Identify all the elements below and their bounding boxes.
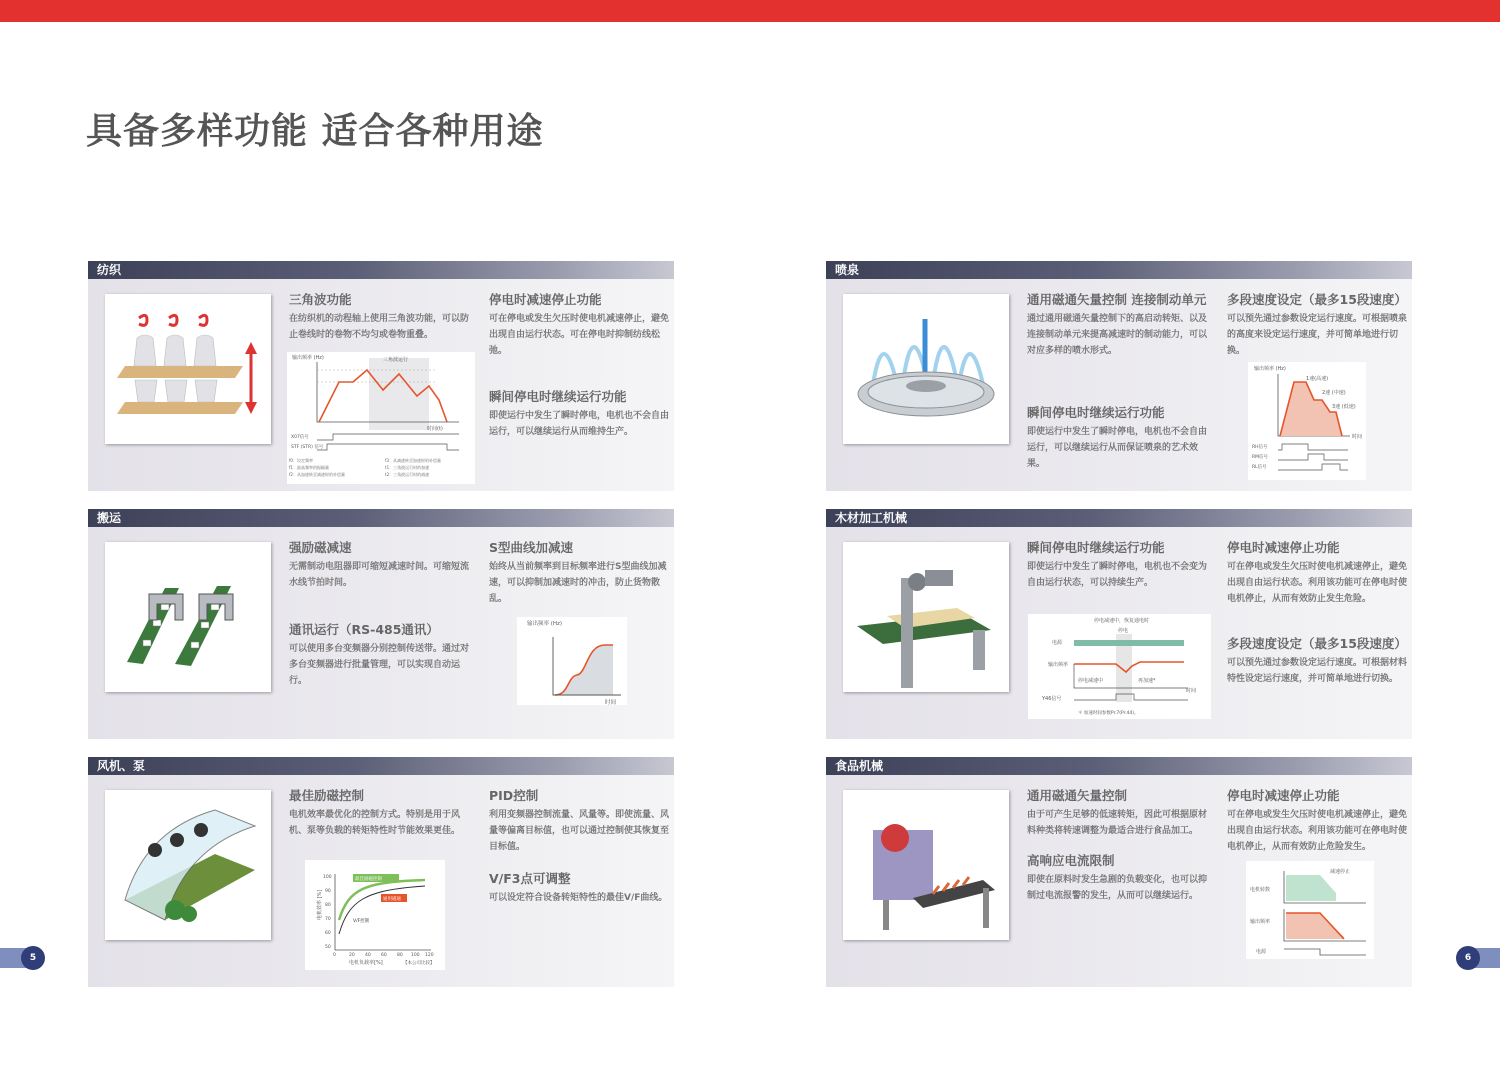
svg-text:RL信号: RL信号 [1252,465,1267,470]
svg-text:100: 100 [323,875,332,880]
svg-text:70: 70 [325,917,331,922]
page-title: 具备多样功能 适合各种用途 [86,111,544,152]
feature-power-failure-stop: 停电时减速停止功能 可在停电或发生欠压时使电机减速停止，避免出现自由运行状态。利用该功能可在停电时使电机停止，从而有效防止危险发生。 [1227,788,1408,852]
panel-fountain [826,261,1412,491]
feature-strong-excitation: 强励磁减速 无需制动电阻器即可缩短减速时间。可缩短流水线节拍时间。 [289,540,470,588]
multi-speed-diagram [1248,362,1366,480]
svg-text:再加速*: 再加速* [1138,678,1156,684]
feature-rs485: 通讯运行（RS-485通讯） 可以使用多台变频器分别控制传送带。通过对多台变频器进行批量管理，可以实现自动运行。 [289,622,470,686]
conveyor-image [105,542,271,692]
panel-textile [88,261,674,491]
svg-text:t2：三角波运行时的减速: t2：三角波运行时的减速 [385,472,430,477]
svg-text:20: 20 [349,953,355,958]
panel-header: 木材加工机械 [826,509,1412,527]
page-number-left: 5 [21,946,45,970]
svg-text:3速 (低速): 3速 (低速) [1332,404,1356,410]
svg-text:停电减速中: 停电减速中 [1078,678,1104,684]
feature-vf3: V/F3点可调整 可以设定符合设备转矩特性的最佳V/F曲线。 [489,871,668,903]
svg-text:电机负载率[%]: 电机负载率[%] [349,960,383,966]
svg-text:电源: 电源 [1256,949,1267,955]
svg-text:f3：从减速转至加速时的补偿量: f3：从减速转至加速时的补偿量 [385,458,441,463]
svg-text:RH信号: RH信号 [1252,445,1268,450]
power-failure-diagram [1028,614,1211,719]
feature-power-failure-stop: 停电时减速停止功能 可在停电或发生欠压时使电机减速停止，避免出现自由运行状态。利用该功能可在停电时使电机停止，从而有效防止发生危险。 [1227,540,1408,604]
freq-label: 输出频率 (Hz) [292,355,324,361]
svg-text:RM信号: RM信号 [1252,455,1269,460]
svg-text:＊ 加速时间参数Pr.7(Pr.44)。: ＊ 加速时间参数Pr.7(Pr.44)。 [1078,711,1139,716]
page-number-right: 6 [1456,946,1480,970]
svg-text:时间: 时间 [1352,434,1363,440]
feature-s-curve: S型曲线加减速 始终从当前频率到目标频率进行S型曲线加减速，可以抑制加减速时的冲击，防止货物散乱。 [489,540,667,604]
decel-stop-diagram [1246,861,1374,959]
feature-triangle-wave: 三角波功能 在纺织机的动程轴上使用三角波功能，可以防止卷线时的卷物不均匀或卷物重叠。 [289,292,470,340]
svg-text:90: 90 [325,889,331,894]
svg-text:40: 40 [365,953,371,958]
svg-text:60: 60 [381,953,387,958]
svg-text:输出频率: 输出频率 [1250,919,1271,925]
svg-text:1速(高速): 1速(高速) [1306,376,1329,382]
s-curve-diagram [517,617,627,705]
svg-text:120: 120 [425,953,434,958]
panel-fan-pump [88,757,674,987]
svg-text:50: 50 [325,945,331,950]
panel-header: 食品机械 [826,757,1412,775]
feature-multi-speed: 多段速度设定（最多15段速度） 可以预先通过参数设定运行速度。可根据喷泉的高度来设定运行速度，并可简单地进行切换。 [1227,292,1408,356]
time-label: 时间(t) [427,426,443,432]
panel-conveyor [88,509,674,739]
panel-header: 风机、泵 [88,757,674,775]
triangle-wave-diagram [287,352,475,484]
svg-text:Y46信号: Y46信号 [1042,696,1062,702]
fountain-image [843,294,1009,444]
svg-text:f1：最高频率的振幅量: f1：最高频率的振幅量 [289,465,329,470]
svg-text:100: 100 [411,953,420,958]
svg-text:通用磁通: 通用磁通 [383,897,401,902]
svg-text:t1：三角波运行时的加速: t1：三角波运行时的加速 [385,465,430,470]
panel-wood [826,509,1412,739]
svg-text:减速停止: 减速停止 [1330,869,1351,875]
feature-instant-power-failure: 瞬间停电时继续运行功能 即使运行中发生了瞬时停电，电机也不会自由运行，可以继续运行从而保证喷泉的艺术效果。 [1027,405,1208,469]
feature-instant-power-failure: 瞬间停电时继续运行功能 即使运行中发生了瞬时停电，电机也不会自由运行，可以继续运行从而维持生产。 [489,389,670,437]
svg-text:电机效率 [%]: 电机效率 [%] [317,889,323,920]
wood-machine-image [843,542,1009,692]
freq-label: 输出频率 (Hz) [1254,366,1286,372]
panel-header: 纺织 [88,261,674,279]
svg-text:0: 0 [333,953,336,958]
feature-vector-control-brake: 通用磁通矢量控制 连接制动单元 通过通用磁通矢量控制下的高启动转矩、以及连接制动单元来提高减速时的制动能力，可以对应多样的喷水形式。 [1027,292,1208,356]
textile-machine-image [105,294,271,444]
top-accent-bar [0,0,1500,22]
svg-text:80: 80 [325,903,331,908]
svg-text:80: 80 [397,953,403,958]
svg-text:电机转数: 电机转数 [1250,887,1271,893]
feature-power-failure-stop: 停电时减速停止功能 可在停电或发生欠压时使电机减速停止，避免出现自由运行状态。可在停电时抑制纺线松弛。 [489,292,670,356]
feature-multi-speed: 多段速度设定（最多15段速度） 可以预先通过参数设定运行速度。可根据材料特性设定运行速度，并可简单地进行切换。 [1227,636,1408,684]
svg-text:停电: 停电 [1118,628,1129,634]
svg-text:输出频率: 输出频率 [1048,662,1069,668]
panel-header: 搬运 [88,509,674,527]
triangle-label: 三角波运行 [383,357,409,363]
svg-text:f0：设定频率: f0：设定频率 [289,458,313,463]
freq-label: 输出频率 (Hz) [527,621,563,627]
greenhouse-image [105,790,271,940]
stf-label: STF (STR) 信号 [291,445,324,450]
panel-header: 喷泉 [826,261,1412,279]
feature-current-limit: 高响应电流限制 即使在原料时发生急剧的负载变化，也可以抑制过电流报警的发生，从而可以继续运行。 [1027,853,1208,901]
svg-text:最佳励磁控制: 最佳励磁控制 [355,877,382,882]
feature-optimum-excitation: 最佳励磁控制 电机效率最优化的控制方式。特别是用于风机、泵等负载的转矩特性时节能效果更佳。 [289,788,461,836]
svg-text:V/F控制: V/F控制 [353,919,370,924]
feature-pid: PID控制 利用变频器控制流量、风量等。即使流量、风量等偏离目标值，也可以通过控制使其恢复至目标值。 [489,788,670,852]
svg-text:【本公司比较】: 【本公司比较】 [403,961,435,966]
time-label: 时间 [605,700,617,705]
svg-text:2速 (中速): 2速 (中速) [1322,390,1346,396]
svg-text:60: 60 [325,931,331,936]
x07-label: X07信号 [291,435,309,440]
svg-text:f2：从加速转至减速时的补偿量: f2：从加速转至减速时的补偿量 [289,472,345,477]
food-machine-image [843,790,1009,940]
panel-food [826,757,1412,987]
svg-text:电源: 电源 [1052,640,1063,646]
svg-text:停电减速中，恢复通电时: 停电减速中，恢复通电时 [1094,618,1150,624]
feature-vector-control: 通用磁通矢量控制 由于可产生足够的低速转矩，因此可根据原材料种类将转速调整为最适合进行食品加工。 [1027,788,1208,836]
svg-text:时间: 时间 [1186,688,1197,694]
feature-instant-power-failure: 瞬间停电时继续运行功能 即使运行中发生了瞬时停电，电机也不会变为自由运行状态，可以持续生产。 [1027,540,1208,588]
efficiency-chart [305,860,445,970]
